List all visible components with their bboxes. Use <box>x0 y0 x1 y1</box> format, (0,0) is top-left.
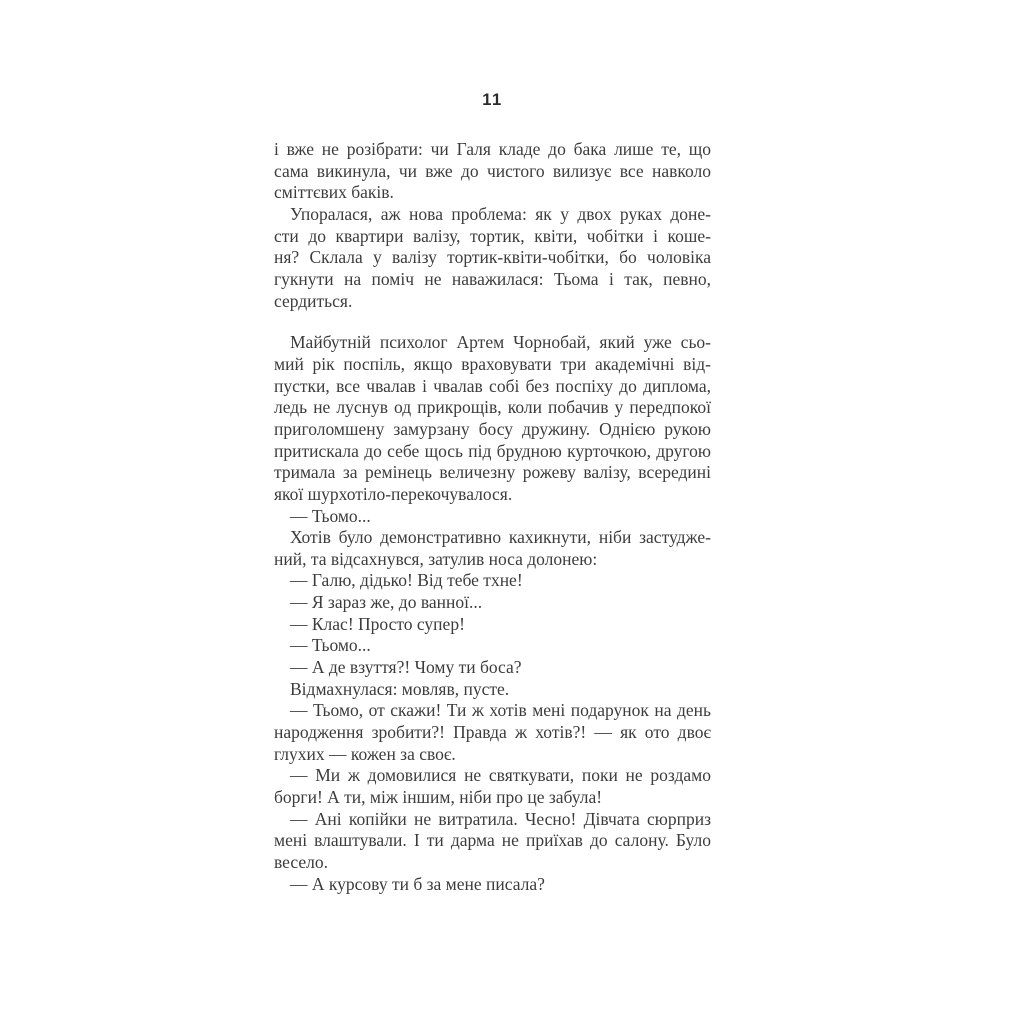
text-line: — А курсову ти б за мене писала? <box>290 873 545 894</box>
text-line: мий рік поспіль, якщо враховувати три академічні від- <box>274 353 711 374</box>
paragraph <box>274 765 711 808</box>
text-line: борги! А ти, між іншим, ніби про це забула! <box>274 787 603 808</box>
text-line: — Ми ж домовилися не святкувати, поки не роздамо <box>290 765 711 786</box>
text-line: глухих — кожен за своє. <box>274 743 456 764</box>
paragraph <box>274 527 711 570</box>
text-line: ня? Склала у валізу тортик-квіти-чобітки, бо чоловіка <box>274 247 711 268</box>
paragraph <box>274 809 711 874</box>
text-line: Відмахнулася: мовляв, пусте. <box>290 678 510 699</box>
text-line: Упоралася, аж нова проблема: як у двох руках доне- <box>290 203 711 224</box>
text-line: — Галю, дідько! Від тебе тхне! <box>290 570 523 591</box>
text-line: — Ані копійки не витратила. Чесно! Дівчата сюрприз <box>290 808 711 829</box>
text-line: сміттєвих баків. <box>274 182 394 203</box>
text-line: сама викинула, чи вже до чистого вилизує все навколо <box>274 160 711 181</box>
text-line: ледь не луснув од прикрощів, коли побачив у передпокої <box>274 397 711 418</box>
text-line: Майбутній психолог Артем Чорнобай, який уже сьо- <box>290 332 711 353</box>
paragraph <box>274 506 711 528</box>
text-line: притискала до себе щось під брудною курточкою, другою <box>274 440 711 461</box>
text-line: ний, та відсахнувся, затулив носа долонею: <box>274 548 598 569</box>
paragraph <box>274 592 711 614</box>
text-line: весело. <box>274 852 328 872</box>
paragraph <box>274 657 711 679</box>
text-line: Хотів було демонстративно кахикнути, ніби застудже- <box>290 527 711 548</box>
text-line: пустки, все чвалав і чвалав собі без поспіху до диплома, <box>274 375 711 396</box>
text-line: сердиться. <box>274 290 353 311</box>
paragraph <box>274 635 711 657</box>
paragraph <box>274 332 711 505</box>
text-line: якої шурхотіло-перекочувалося. <box>274 483 513 504</box>
text-line: тримала за ремінець величезну рожеву валізу, всередині <box>274 462 711 483</box>
page-number: 11 <box>482 91 503 109</box>
text-line: — А де взуття?! Чому ти боса? <box>290 657 522 678</box>
text-line: сти до квартири валізу, тортик, квіти, чобітки і коше- <box>274 225 711 246</box>
text-line: народження зробити?! Правда ж хотів?! — як ото двоє <box>274 722 711 743</box>
paragraph <box>274 874 711 896</box>
text-line: — Тьомо... <box>290 635 371 656</box>
text-line: — Клас! Просто супер! <box>290 613 465 634</box>
text-line: — Тьомо, от скажи! Ти ж хотів мені подарунок на день <box>290 700 711 721</box>
text-line: гукнути на поміч не наважилася: Тьома і так, певно, <box>274 268 711 289</box>
paragraph <box>274 570 711 592</box>
page-text-block <box>274 139 711 895</box>
text-line: і вже не розібрати: чи Галя кладе до бака лише те, що <box>274 139 711 159</box>
paragraph <box>274 700 711 765</box>
paragraph <box>274 679 711 701</box>
text-line: — Я зараз же, до ванної... <box>290 592 483 613</box>
paragraph <box>274 204 711 312</box>
paragraph <box>274 139 711 204</box>
text-line: приголомшену замурзану босу дружину. Однією рукою <box>274 418 711 439</box>
text-line: — Тьомо... <box>290 505 371 526</box>
text-line: мені влаштували. І ти дарма не приїхав до салону. Було <box>274 830 711 851</box>
paragraph <box>274 614 711 636</box>
